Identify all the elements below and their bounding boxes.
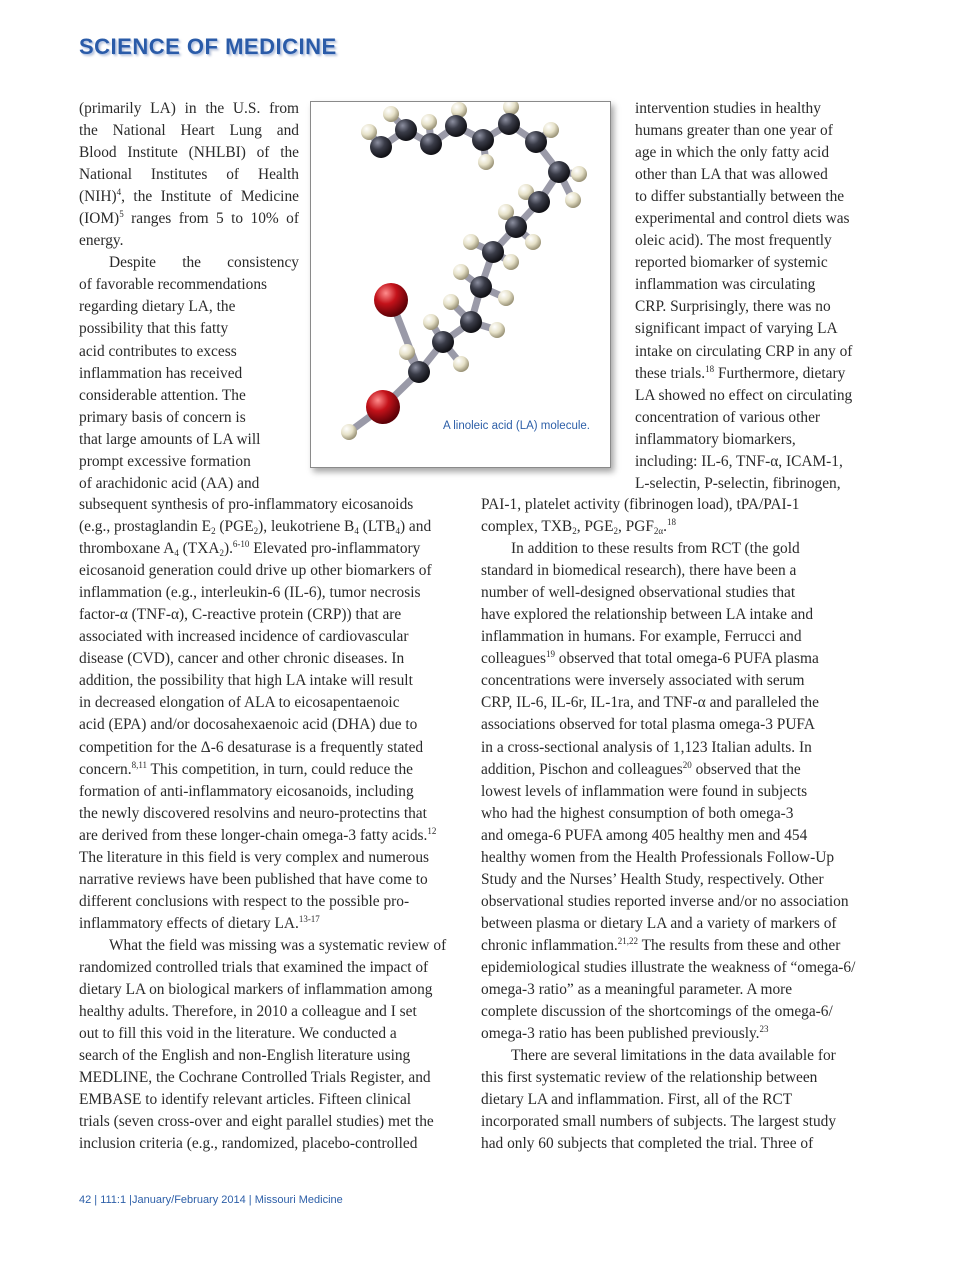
text-line: different conclusions with respect to the possible pro- [79, 892, 410, 910]
hydrogen-atom [571, 166, 587, 182]
text-line: who had the highest consumption of both omega-3 [481, 804, 794, 822]
left-column-top [79, 98, 299, 495]
hydrogen-atom [399, 344, 415, 360]
text-line: Study and the Nurses’ Health Study, respectively. Other [481, 870, 824, 888]
text-line: inflammation has received [79, 364, 243, 382]
text-line: incorporated small numbers of subjects. The largest study [481, 1113, 837, 1131]
hydrogen-atom [423, 314, 439, 330]
text-line: epidemiological studies illustrate the weakness of “omega-6/ [481, 958, 856, 976]
text-line: reported biomarker of systemic [635, 254, 828, 272]
text-line: the newly discovered resolvins and neuro-protectins that [79, 804, 427, 822]
text-line: of arachidonic acid (AA) and [79, 474, 260, 492]
text-line: omega-3 ratio has been published previously.$^{23}$ [481, 1024, 769, 1043]
oxygen-atom [374, 283, 408, 317]
carbon-atom [370, 136, 392, 158]
text-line: associations observed for total plasma omega-3 PUFA [481, 716, 815, 734]
text-line: acid (EPA) and/or docosahexaenoic acid (DHA) due to [79, 716, 418, 734]
text-line: had only 60 subjects that completed the trial. Three of [481, 1135, 814, 1153]
right-column-bottom [481, 494, 865, 1155]
text-line: including: IL-6, TNF-α, ICAM-1, [635, 452, 843, 470]
carbon-atom [472, 129, 494, 151]
figure-caption: A linoleic acid (LA) molecule. [442, 420, 590, 432]
text-line: acid contributes to excess [79, 342, 237, 360]
hydrogen-atom [565, 192, 581, 208]
text-line: inflammatory biomarkers, [635, 430, 796, 448]
text-line: dietary LA on biological markers of inflammation among [79, 981, 433, 999]
text-line: intervention studies in healthy [635, 100, 821, 117]
text-line: colleagues$^{19}$ observed that total omega-6 PUFA plasma [481, 649, 819, 668]
carbon-atom [432, 331, 454, 353]
hydrogen-atom [453, 356, 469, 372]
text-line: energy. [79, 232, 124, 250]
text-line: intake on circulating CRP in any of [635, 342, 853, 360]
text-line: age in which the only fatty acid [635, 144, 830, 162]
hydrogen-atom [443, 294, 459, 310]
text-line: complete discussion of the shortcomings of the omega-6/ [481, 1003, 833, 1021]
text-line: humans greater than one year of [635, 122, 833, 140]
text-line: MEDLINE, the Cochrane Controlled Trials Register, and [79, 1069, 431, 1087]
hydrogen-atom [489, 322, 505, 338]
oxygen-atom [366, 390, 400, 424]
text-line: to differ substantially between the [635, 188, 845, 206]
text-line: addition, Pischon and colleagues$^{20}$ observed that the [481, 759, 801, 778]
text-line: randomized controlled trials that examined the impact of [79, 958, 429, 976]
text-line: trials (seven cross-over and eight parallel studies) met the [79, 1113, 434, 1131]
hydrogen-atom [503, 254, 519, 270]
carbon-atom [548, 161, 570, 183]
text-line: What the field was missing was a systematic review of [109, 936, 447, 954]
text-line: There are several limitations in the data available for [511, 1047, 836, 1065]
text-line: and omega-6 PUFA among 405 healthy men and 454 [481, 826, 808, 844]
text-line: are derived from these longer-chain omega-3 fatty acids.$^{12}$ [79, 825, 437, 844]
text-line: in decreased elongation of ALA to eicosapentaenoic [79, 694, 400, 712]
carbon-atom [460, 311, 482, 333]
text-line: thromboxane $A_4$ $(TXA_2).^{6-10}$ Elevated pro-inflammatory [79, 539, 421, 559]
hydrogen-atom [463, 234, 479, 250]
text-line: formation of anti-inflammatory eicosanoids, including [79, 782, 414, 800]
text-line: LA showed no effect on circulating [635, 386, 853, 404]
linoleic-acid-molecule-illustration [311, 102, 609, 466]
text-line: lowest levels of inflammation were found in subjects [481, 782, 808, 800]
text-line: inflammation (e.g., interleukin-6 (IL-6), tumor necrosis [79, 584, 421, 602]
text-line: (e.g., prostaglandin $E_2$ $(PGE_2)$, leukotriene $B_4$ $(LTB_4)$ and [79, 518, 432, 537]
hydrogen-atom [453, 264, 469, 280]
text-line: possibility that this fatty [79, 320, 229, 338]
text-line: CRP, IL-6, IL-6r, IL-1ra, and TNF-α and paralleled the [481, 694, 819, 712]
text-line: competition for the Δ-6 desaturase is a frequently stated [79, 738, 424, 756]
text-line: L-selectin, P-selectin, fibrinogen, [635, 474, 841, 492]
text-line: in a cross-sectional analysis of 1,123 Italian adults. In [481, 738, 812, 756]
molecule-figure [310, 101, 611, 468]
text-line: EMBASE to identify relevant articles. Fifteen clinical [79, 1091, 412, 1109]
text-line: narrative reviews have been published that have come to [79, 870, 428, 888]
text-line: inclusion criteria (e.g., randomized, placebo-controlled [79, 1135, 418, 1153]
hydrogen-atom [543, 122, 559, 138]
carbon-atom [525, 131, 547, 153]
carbon-atom [498, 113, 520, 135]
page-footer: 42 | 111:1 |January/February 2014 | Missouri Medicine [79, 1194, 343, 1206]
carbon-atom [420, 133, 442, 155]
left-column-bottom [79, 494, 455, 1155]
text-line: subsequent synthesis of pro-inflammatory eicosanoids [79, 496, 414, 513]
text-line: complex, $TXB_2$, $PGE_2$, $PGF_{2\alpha}.^{18}$ [481, 517, 676, 537]
text-line: Blood Institute (NHLBI) of the [79, 144, 299, 162]
text-line: CRP. Surprisingly, there was no [635, 298, 831, 316]
text-line: this first systematic review of the relationship between [481, 1069, 818, 1087]
carbon-atom [445, 115, 467, 137]
carbon-atom [395, 119, 417, 141]
hydrogen-atom [421, 114, 437, 130]
text-line: concentrations were inversely associated with serum [481, 672, 805, 690]
right-column-top [635, 98, 865, 495]
text-line: have explored the relationship between LA intake and [481, 606, 814, 624]
hydrogen-atom [498, 290, 514, 306]
text-line: chronic inflammation.$^{21,22}$ The results from these and other [481, 935, 841, 954]
text-line: primary basis of concern is [79, 408, 246, 426]
text-line: addition, the possibility that high LA intake will result [79, 672, 413, 690]
text-line: PAI-1, platelet activity (fibrinogen load), tPA/PAI-1 [481, 496, 800, 513]
text-line: concern.$^{8,11}$ This competition, in turn, could reduce the [79, 759, 413, 778]
text-line: concentration of various other [635, 408, 821, 426]
text-line: between plasma or dietary LA and a variety of markers of [481, 914, 837, 932]
text-line: dietary LA and inflammation. First, all of the RCT [481, 1091, 793, 1109]
text-line: disease (CVD), cancer and other chronic diseases. In [79, 650, 405, 668]
hydrogen-atom [503, 102, 519, 115]
text-line: considerable attention. The [79, 386, 246, 404]
text-line: omega-3 ratio” as a meaningful parameter. A more [481, 981, 793, 999]
text-line: prompt excessive formation [79, 452, 251, 470]
text-line: these trials.$^{18}$ Furthermore, dietary [635, 363, 846, 382]
text-line: (NIH)$^4$, the Institute of Medicine [79, 187, 299, 206]
text-line: observational studies reported inverse and/or no association [481, 892, 849, 910]
text-line: factor-α (TNF-α), C-reactive protein (CRP)) that are [79, 606, 402, 624]
carbon-atom [470, 276, 492, 298]
text-line: (IOM)$^5$ ranges from 5 to 10% of [79, 209, 299, 228]
text-line: the National Heart Lung and [79, 122, 299, 140]
text-line: In addition to these results from RCT (the gold [511, 540, 800, 558]
text-line: oleic acid). The most frequently [635, 232, 832, 250]
carbon-atom [528, 191, 550, 213]
text-line: search of the English and non-English literature using [79, 1047, 411, 1065]
text-line: out to fill this void in the literature. We conducted a [79, 1025, 397, 1043]
text-line: of favorable recommendations [79, 276, 268, 294]
text-line: eicosanoid generation could drive up other biomarkers of [79, 562, 432, 580]
carbon-atom [408, 361, 430, 383]
text-line: that large amounts of LA will [79, 430, 261, 448]
text-line: inflammation was circulating [635, 276, 816, 294]
text-line: inflammation in humans. For example, Ferrucci and [481, 628, 802, 646]
text-line: standard in biomedical research), there have been a [481, 562, 797, 580]
hydrogen-atom [383, 106, 399, 122]
text-line: experimental and control diets was [635, 210, 850, 228]
text-line: Despite the consistency [109, 254, 299, 272]
hydrogen-atom [478, 154, 494, 170]
hydrogen-atom [525, 234, 541, 250]
text-line: National Institutes of Health [79, 166, 299, 184]
text-line: other than LA that was allowed [635, 166, 828, 184]
text-line: regarding dietary LA, the [79, 298, 236, 316]
text-line: healthy women from the Health Professionals Follow-Up [481, 848, 835, 866]
hydrogen-atom [361, 124, 377, 140]
section-header: SCIENCE OF MEDICINE [79, 34, 337, 59]
text-line: (primarily LA) in the U.S. from [79, 100, 299, 117]
text-line: The literature in this field is very complex and numerous [79, 848, 430, 866]
text-line: inflammatory effects of dietary LA.$^{13-17}$ [79, 913, 320, 932]
text-line: healthy adults. Therefore, in 2010 a colleague and I set [79, 1003, 417, 1021]
text-line: significant impact of varying LA [635, 320, 838, 338]
text-line: number of well-designed observational studies that [481, 584, 796, 602]
carbon-atom [482, 241, 504, 263]
text-line: associated with increased incidence of cardiovascular [79, 628, 409, 646]
carbon-atom [505, 216, 527, 238]
